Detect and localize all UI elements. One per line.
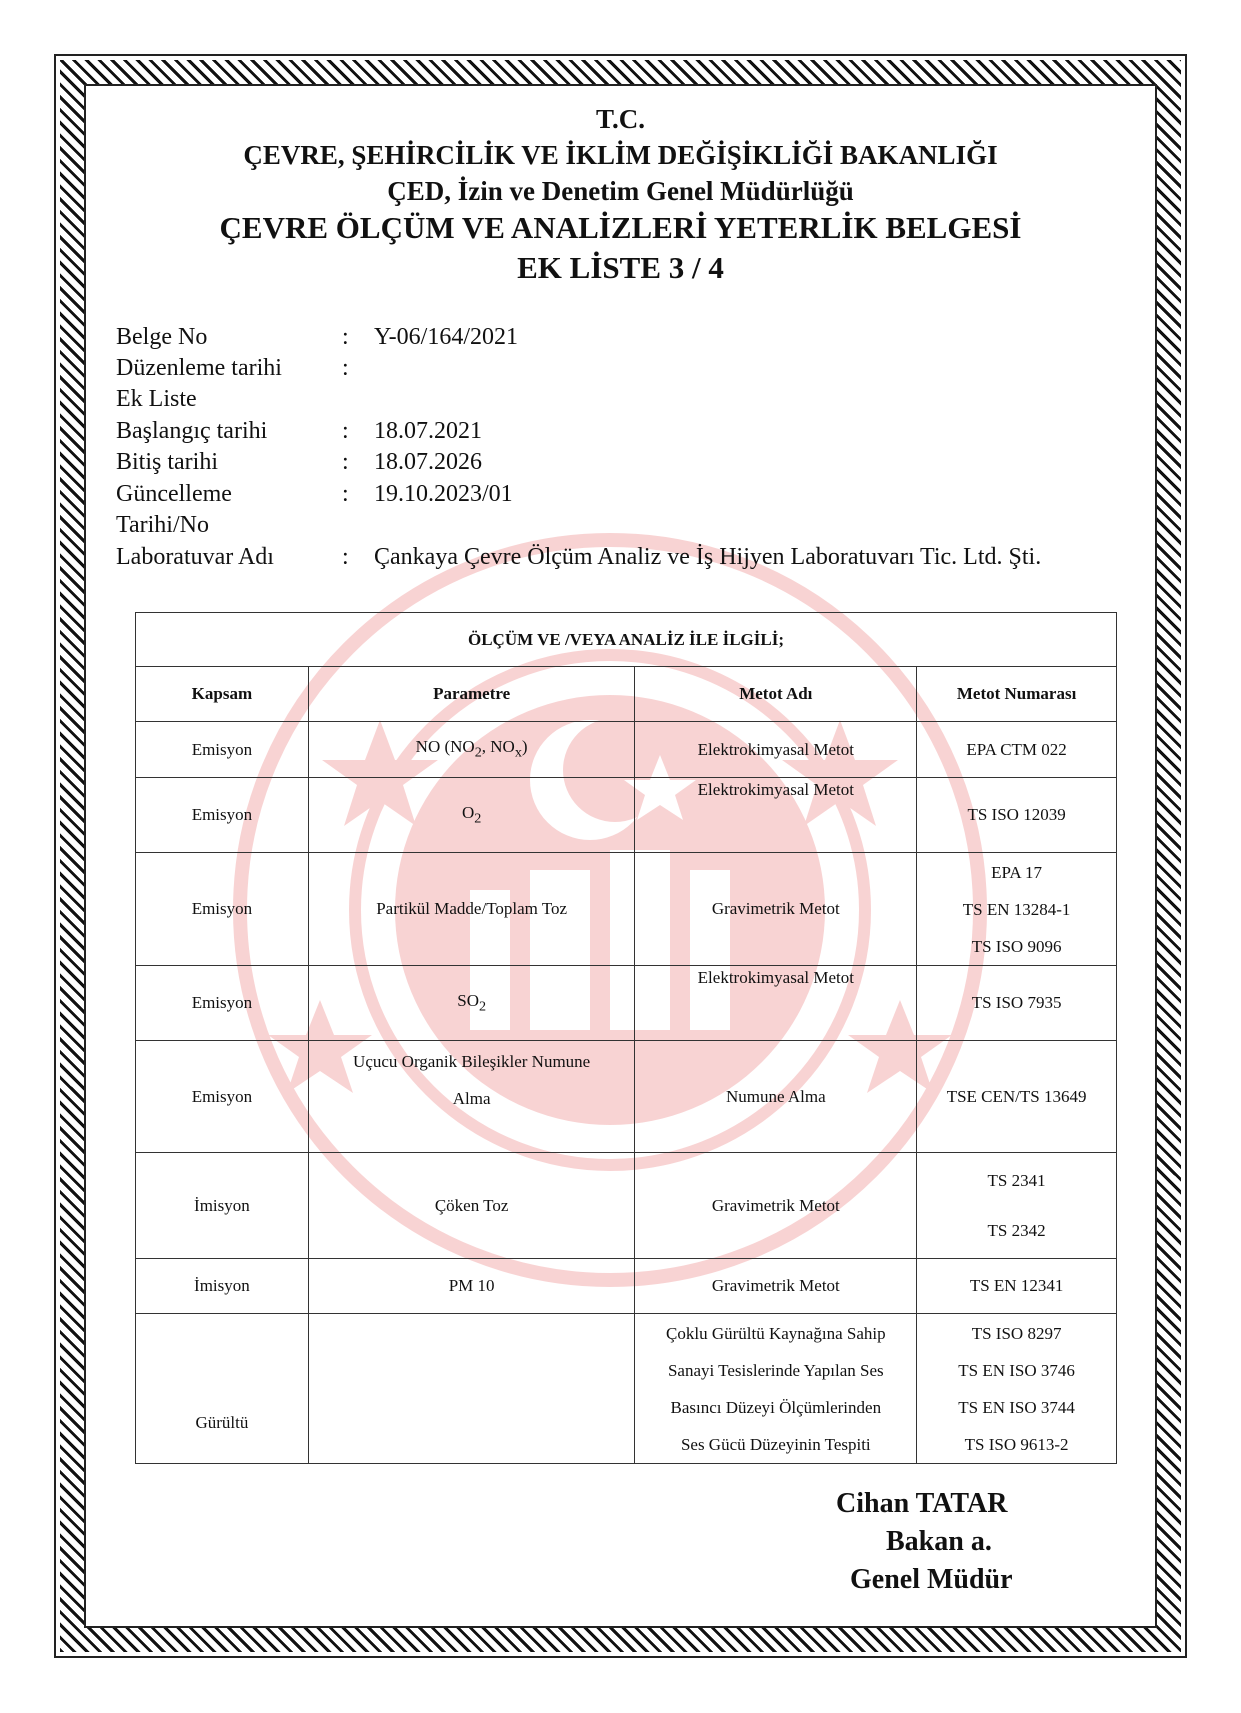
cell-method: Çoklu Gürültü Kaynağına Sahip Sanayi Tesislerinde Yapılan Ses Basıncı Düzeyi Ölçümlerinden Ses Gücü Düzeyinin Tespiti — [635, 1314, 917, 1464]
cell-method: Gravimetrik Metot — [635, 853, 917, 966]
document-title: ÇEVRE ÖLÇÜM VE ANALİZLERİ YETERLİK BELGESİ — [219, 210, 1022, 245]
cell-scope: İmisyon — [136, 1153, 309, 1259]
cell-method: Gravimetrik Metot — [635, 1259, 917, 1314]
table-header-row — [136, 667, 1117, 722]
cell-parameter — [308, 1314, 635, 1464]
table-row — [136, 1314, 1117, 1464]
cell-method: Numune Alma — [635, 1041, 917, 1153]
info-value: 18.07.2021 — [374, 418, 482, 444]
column-header-kapsam: Kapsam — [136, 667, 309, 722]
header-department: ÇED, İzin ve Denetim Genel Müdürlüğü — [387, 176, 854, 206]
cell-method-number: TS EN 12341 — [917, 1259, 1117, 1314]
info-value: 18.07.2026 — [374, 449, 482, 475]
info-colon: : — [342, 324, 349, 350]
cell-scope: Emisyon — [136, 853, 309, 966]
info-colon: : — [342, 418, 349, 444]
signatory-name: Cihan TATAR — [836, 1488, 1008, 1519]
cell-parameter: $SO_2$ — [308, 966, 635, 1041]
document-list-number: EK LİSTE 3 / 4 — [517, 250, 724, 285]
cell-method: Elektrokimyasal Metot — [635, 966, 917, 1041]
info-label: Bitiş tarihi — [116, 449, 218, 475]
table-row — [136, 853, 1117, 966]
cell-method-number: TS ISO 12039 — [917, 778, 1117, 853]
cell-parameter: Çöken Toz — [308, 1153, 635, 1259]
analysis-scope-table — [135, 612, 1117, 1464]
info-label: Ek Liste — [116, 386, 197, 412]
column-header-metot-adi: Metot Adı — [635, 667, 917, 722]
cell-method-number: TS ISO 8297 TS EN ISO 3746 TS EN ISO 3744 TS ISO 9613-2 — [917, 1314, 1117, 1464]
cell-method-number: EPA CTM 022 — [917, 722, 1117, 778]
table-row — [136, 966, 1117, 1041]
info-colon: : — [342, 481, 349, 507]
cell-scope: Emisyon — [136, 778, 309, 853]
cell-method-number: TS ISO 7935 — [917, 966, 1117, 1041]
cell-parameter: NO ($NO_2$, $NO_x$) — [308, 722, 635, 778]
info-value: Y-06/164/2021 — [374, 324, 518, 350]
signatory-role: Bakan a. — [886, 1526, 992, 1557]
info-label: Tarihi/No — [116, 512, 209, 538]
table-row — [136, 778, 1117, 853]
table-caption-row — [136, 613, 1117, 667]
cell-scope: İmisyon — [136, 1259, 309, 1314]
cell-scope: Emisyon — [136, 722, 309, 778]
header-ministry: ÇEVRE, ŞEHİRCİLİK VE İKLİM DEĞİŞİKLİĞİ BAKANLIĞI — [243, 140, 998, 170]
info-label: Güncelleme — [116, 481, 232, 507]
cell-method: Gravimetrik Metot — [635, 1153, 917, 1259]
info-colon: : — [342, 355, 349, 381]
info-value: Çankaya Çevre Ölçüm Analiz ve İş Hijyen Laboratuvarı Tic. Ltd. Şti. — [374, 544, 1042, 570]
cell-parameter: Partikül Madde/Toplam Toz — [308, 853, 635, 966]
info-label: Belge No — [116, 324, 208, 350]
cell-method-number: TS 2341 TS 2342 — [917, 1153, 1117, 1259]
column-header-parametre: Parametre — [308, 667, 635, 722]
cell-method: Elektrokimyasal Metot — [635, 778, 917, 853]
cell-method-number: EPA 17 TS EN 13284-1 TS ISO 9096 — [917, 853, 1117, 966]
info-label: Başlangıç tarihi — [116, 418, 268, 444]
header-tc: T.C. — [595, 104, 645, 134]
signatory-title: Genel Müdür — [850, 1564, 1013, 1595]
table-row — [136, 1259, 1117, 1314]
table-caption: ÖLÇÜM VE /VEYA ANALİZ İLE İLGİLİ; — [136, 613, 1117, 667]
table-row — [136, 1041, 1117, 1153]
cell-scope: Emisyon — [136, 1041, 309, 1153]
info-label: Düzenleme tarihi — [116, 355, 282, 381]
cell-scope: Emisyon — [136, 966, 309, 1041]
cell-method-number: TSE CEN/TS 13649 — [917, 1041, 1117, 1153]
info-label: Laboratuvar Adı — [116, 544, 274, 570]
cell-parameter: Uçucu Organik Bileşikler Numune Alma — [308, 1041, 635, 1153]
cell-parameter: $O_2$ — [308, 778, 635, 853]
info-value: 19.10.2023/01 — [374, 481, 513, 507]
cell-method: Elektrokimyasal Metot — [635, 722, 917, 778]
cell-scope: Gürültü — [136, 1314, 309, 1464]
table-row — [136, 722, 1117, 778]
column-header-metot-numarasi: Metot Numarası — [917, 667, 1117, 722]
table-row — [136, 1153, 1117, 1259]
cell-parameter: PM 10 — [308, 1259, 635, 1314]
info-colon: : — [342, 544, 349, 570]
info-colon: : — [342, 449, 349, 475]
